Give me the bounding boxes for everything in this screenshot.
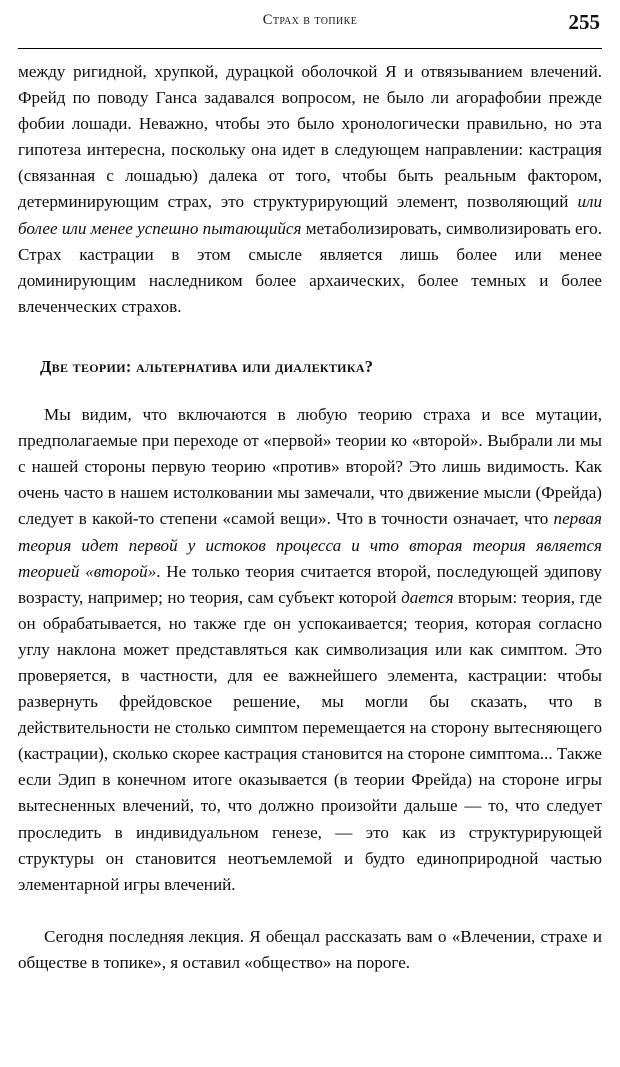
- page-header: [18, 10, 602, 44]
- page-body: [18, 59, 602, 976]
- page-number: 255: [568, 10, 600, 34]
- header-divider: [18, 48, 602, 49]
- running-title: Страх в топике: [262, 12, 358, 28]
- paragraph-2: Мы видим, что включаются в любую теорию страха и все мутации, предполагаемые при переходе от «первой» теории ко «второй». Выбрали ли мы с нашей стороны первую теорию «против» второй? Это лишь видимость. Как очень часто в нашем истолковании мы замечали, что движение мысли (Фрейда) следует в какой-то степени «самой вещи». Что в точности означает, что первая теория идет первой у истоков процесса и что вторая теория является теорией «второй». Не только теория считается второй, последующей эдипову возрасту, например; но теория, сам субъект которой дается вторым: теория, где он обрабатывается, но также где он успокаивается; теория, которая согласно углу наклона может представляться как символизация или как симптом. Это проверяется, в частности, для ее важнейшего элемента, кастрации: чтобы развернуть фрейдовское решение, мы могли бы сказать, что в действительности не столько симптом перемещается на сторону вытесняющего (кастрации), сколько скорее кастрация становится на стороне симптома... Также если Эдип в конечном итоге оказывается (в теории Фрейда) на стороне игры вытесненных влечений, то, что должно произойти дальше — то, что следует проследить в индивидуальном генезе, — это как из структурирующей структуры он становится неотъемлемой и будто единоприродной частью элементарной игры влечений.: [18, 405, 602, 894]
- section-heading: Две теории: альтернатива или диалектика?: [40, 356, 374, 376]
- final-block: [18, 924, 602, 976]
- paragraph-1: между ригидной, хрупкой, дурацкой оболочкой Я и отвязыванием влечений. Фрейд по поводу Ганса задавался вопросом, не было ли агорафобии прежде фобии лошади. Неважно, чтобы это было хронологически правильно, но эта гипотеза интересна, поскольку она идет в следующем направлении: кастрация (связанная с лошадью) далека от того, чтобы быть реальным фактором, детерминирующим страх, это структурирующий элемент, позволяющий или более или менее успешно пытающийся метаболизировать, символизировать его. Страх кастрации в этом смысле является лишь более или менее доминирующим наследником более архаических, более темных и более влеченческих страхов.: [18, 62, 602, 316]
- paragraph-3: Сегодня последняя лекция. Я обещал рассказать вам о «Влечении, страхе и обществе в топике», я оставил «общество» на пороге.: [18, 926, 602, 972]
